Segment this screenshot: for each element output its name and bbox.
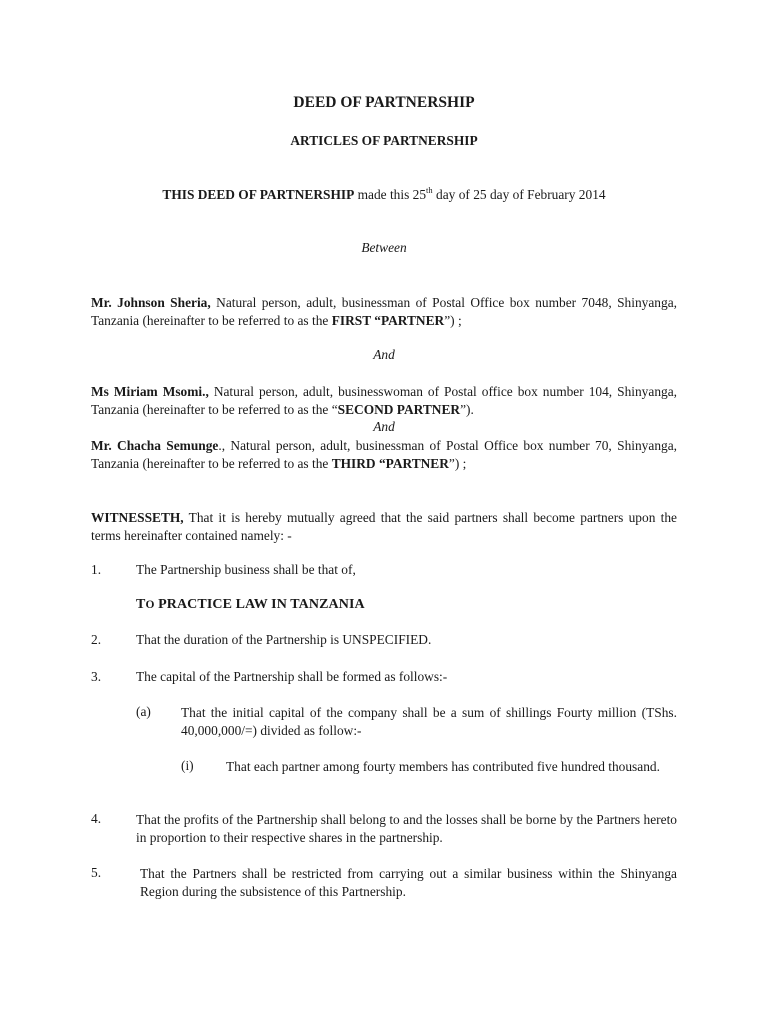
clause-text: That the Partners shall be restricted from carrying out a similar business within the Shinyanga Region during the subsistence of this Partnership. (140, 866, 677, 899)
partner-second-end: ”). (460, 402, 474, 417)
partner-first-name: Mr. Johnson Sheria, (91, 295, 211, 310)
and-label-1: And (373, 347, 395, 362)
and-label-2: And (373, 419, 395, 434)
business-heading-t: T (136, 597, 146, 612)
intro-sup: th (426, 184, 433, 195)
subsubclause-text: That each partner among fourty members has contributed five hundred thousand. (226, 759, 660, 774)
clause-text: That the profits of the Partnership shall belong to and the losses shall be borne by the Partners hereto in proportion to their respective shares in the partnership. (136, 812, 677, 845)
partner-third (91, 437, 677, 473)
partner-first-role: FIRST “PARTNER (331, 313, 445, 328)
document-title: DEED OF PARTNERSHIP (293, 94, 475, 111)
partner-second-text: Natural person, adult, businesswoman of Postal office box number 104, Shinyanga, Tanzania (hereinafter to be referred to as the “ (91, 384, 677, 417)
clause-number: 3. (91, 669, 102, 684)
clause-number: 1. (91, 562, 102, 577)
partner-first (91, 294, 677, 330)
partner-second-name: Ms Miriam Msomi., (91, 384, 209, 399)
partner-third-text: ., Natural person, adult, businessman of Postal Office box number 70, Shinyanga, Tanzania (hereinafter to be referred to as the (91, 438, 677, 471)
between-label: Between (361, 240, 407, 255)
partner-second-role: SECOND PARTNER (337, 402, 461, 417)
clause-number: 2. (91, 632, 102, 647)
partner-first-end: ”) ; (444, 313, 462, 328)
clause-number: 4. (91, 811, 102, 826)
subsubclause-number: (i) (181, 758, 194, 773)
witnesseth-paragraph (91, 509, 677, 545)
clause-text: The capital of the Partnership shall be formed as follows:- (136, 669, 448, 684)
subclause-text: That the initial capital of the company shall be a sum of shillings Fourty million (TShs. 40,000,000/=) divided as follow:- (181, 705, 677, 738)
partner-third-role: THIRD “PARTNER (331, 456, 449, 471)
clause-text: That the duration of the Partnership is UNSPECIFIED. (136, 632, 432, 647)
partner-third-end: ”) ; (448, 456, 467, 471)
business-heading-o: O (145, 599, 155, 611)
intro-text-b: day of 25 day of February 2014 (432, 187, 606, 202)
intro-text-a: made this 25 (354, 187, 427, 202)
witnesseth-bold: WITNESSETH, (91, 510, 184, 525)
partner-third-name: Mr. Chacha Semunge (91, 438, 219, 453)
intro-bold: THIS DEED OF PARTNERSHIP (162, 187, 355, 202)
partner-second (91, 383, 677, 419)
intro-line (0, 184, 768, 203)
witnesseth-text: That it is hereby mutually agreed that the said partners shall become partners upon the terms hereinafter contained namely: - (91, 510, 677, 543)
clause-text: The Partnership business shall be that of, (136, 562, 356, 577)
business-heading (136, 597, 365, 613)
business-heading-rest: PRACTICE LAW IN TANZANIA (154, 597, 365, 612)
clause-number: 5. (91, 865, 102, 880)
subclause-number: (a) (136, 704, 151, 719)
partner-first-text: Natural person, adult, businessman of Postal Office box number 7048, Shinyanga, Tanzania (hereinafter to be referred to as the (91, 295, 677, 328)
document-subtitle: ARTICLES OF PARTNERSHIP (290, 133, 478, 148)
